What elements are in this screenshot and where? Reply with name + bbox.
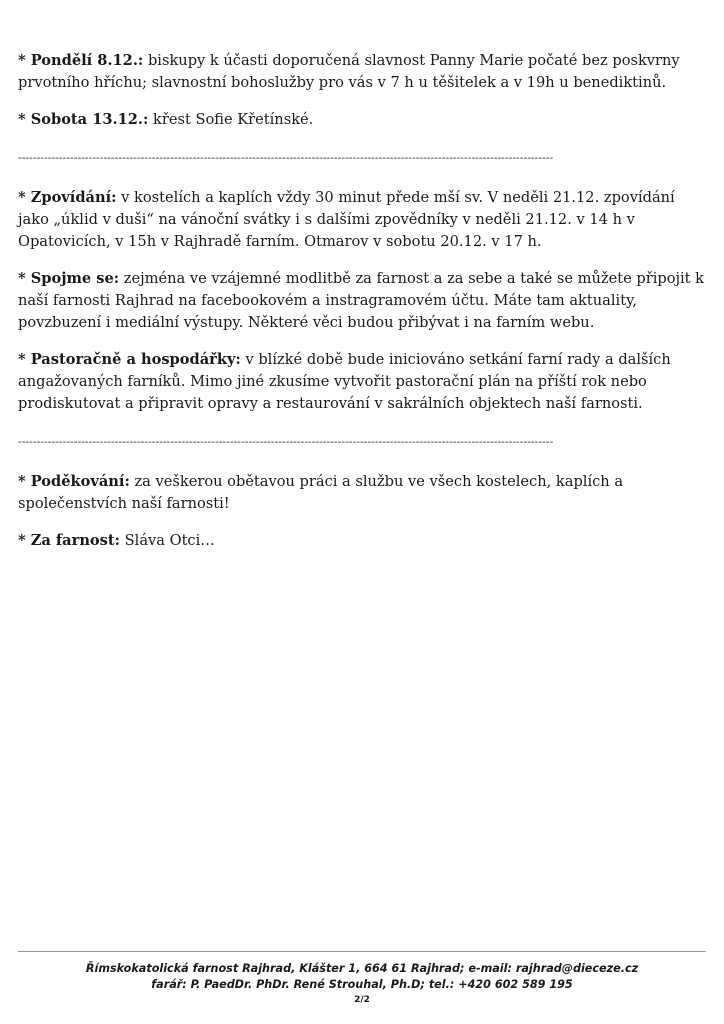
announcement-connect <box>18 268 708 334</box>
announcement-confession <box>18 187 708 253</box>
announcement-heading: * Pastoračně a hospodářky: <box>18 351 241 368</box>
announcement-heading: * Spojme se: <box>18 270 120 287</box>
announcement-monday <box>18 50 708 94</box>
announcement-text: v blízké době bude iniciováno setkání farní rady a dalších angažovaných farníků. Mimo jiné zkusíme vytvořit pastorační plán na příští rok nebo prodiskutovat a připravit opravy a restaurování v sakrálních objektech naší farnosti. <box>18 351 671 412</box>
dashed-separator: ------------------------------------------------------------------------------------------------------------------------------------------------ <box>18 435 554 448</box>
announcement-heading: * Pondělí 8.12.: <box>18 52 144 69</box>
announcement-text: Sláva Otci… <box>120 532 215 549</box>
dashed-separator: ------------------------------------------------------------------------------------------------------------------------------------------------ <box>18 151 554 164</box>
announcement-heading: * Sobota 13.12.: <box>18 111 149 128</box>
announcement-thanks <box>18 471 708 515</box>
announcement-text: křest Sofie Křetínské. <box>148 111 314 128</box>
announcement-text: zejména ve vzájemné modlitbě za farnost a za sebe a také se můžete připojit k naší farnosti Rajhrad na facebookovém a instragramovém účtu. Máte tam aktuality, povzbuzení i mediální výstupy. Některé věci budou přibývat i na farním webu. <box>18 270 705 331</box>
announcement-heading: * Zpovídání: <box>18 189 117 206</box>
announcement-text: biskupy k účasti doporučená slavnost Panny Marie počaté bez poskvrny prvotního hříchu; slavnostní bohoslužby pro vás v 7 h u těšitelek a v 19h u benediktinů. <box>18 52 680 91</box>
document-body <box>18 50 708 567</box>
announcement-prayer <box>18 530 708 552</box>
announcement-text: za veškerou obětavou práci a službu ve všech kostelech, kaplích a společenstvích naší farnosti! <box>18 473 624 512</box>
announcement-heading: * Poděkování: <box>18 473 130 490</box>
announcement-pastoral <box>18 349 708 415</box>
page-number: 2/2 <box>354 995 370 1005</box>
footer-address-line: Římskokatolická farnost Rajhrad, Klášter 1, 664 61 Rajhrad; e-mail: rajhrad@dieceze.cz <box>85 962 639 975</box>
footer-pastor-line: farář: P. PaedDr. PhDr. René Strouhal, Ph.D; tel.: +420 602 589 195 <box>151 978 573 991</box>
announcement-text: v kostelích a kaplích vždy 30 minut přede mší sv. V neděli 21.12. zpovídání jako „úklid v duši“ na vánoční svátky i s dalšími zpovědníky v neděli 21.12. v 14 h v Opatovicích, v 15h v Rajhradě farním. Otmarov v sobotu 20.12. v 17 h. <box>18 189 675 250</box>
page-footer <box>0 961 724 1007</box>
announcement-heading: * Za farnost: <box>18 532 121 549</box>
announcement-saturday <box>18 109 708 131</box>
footer-divider <box>18 951 706 952</box>
